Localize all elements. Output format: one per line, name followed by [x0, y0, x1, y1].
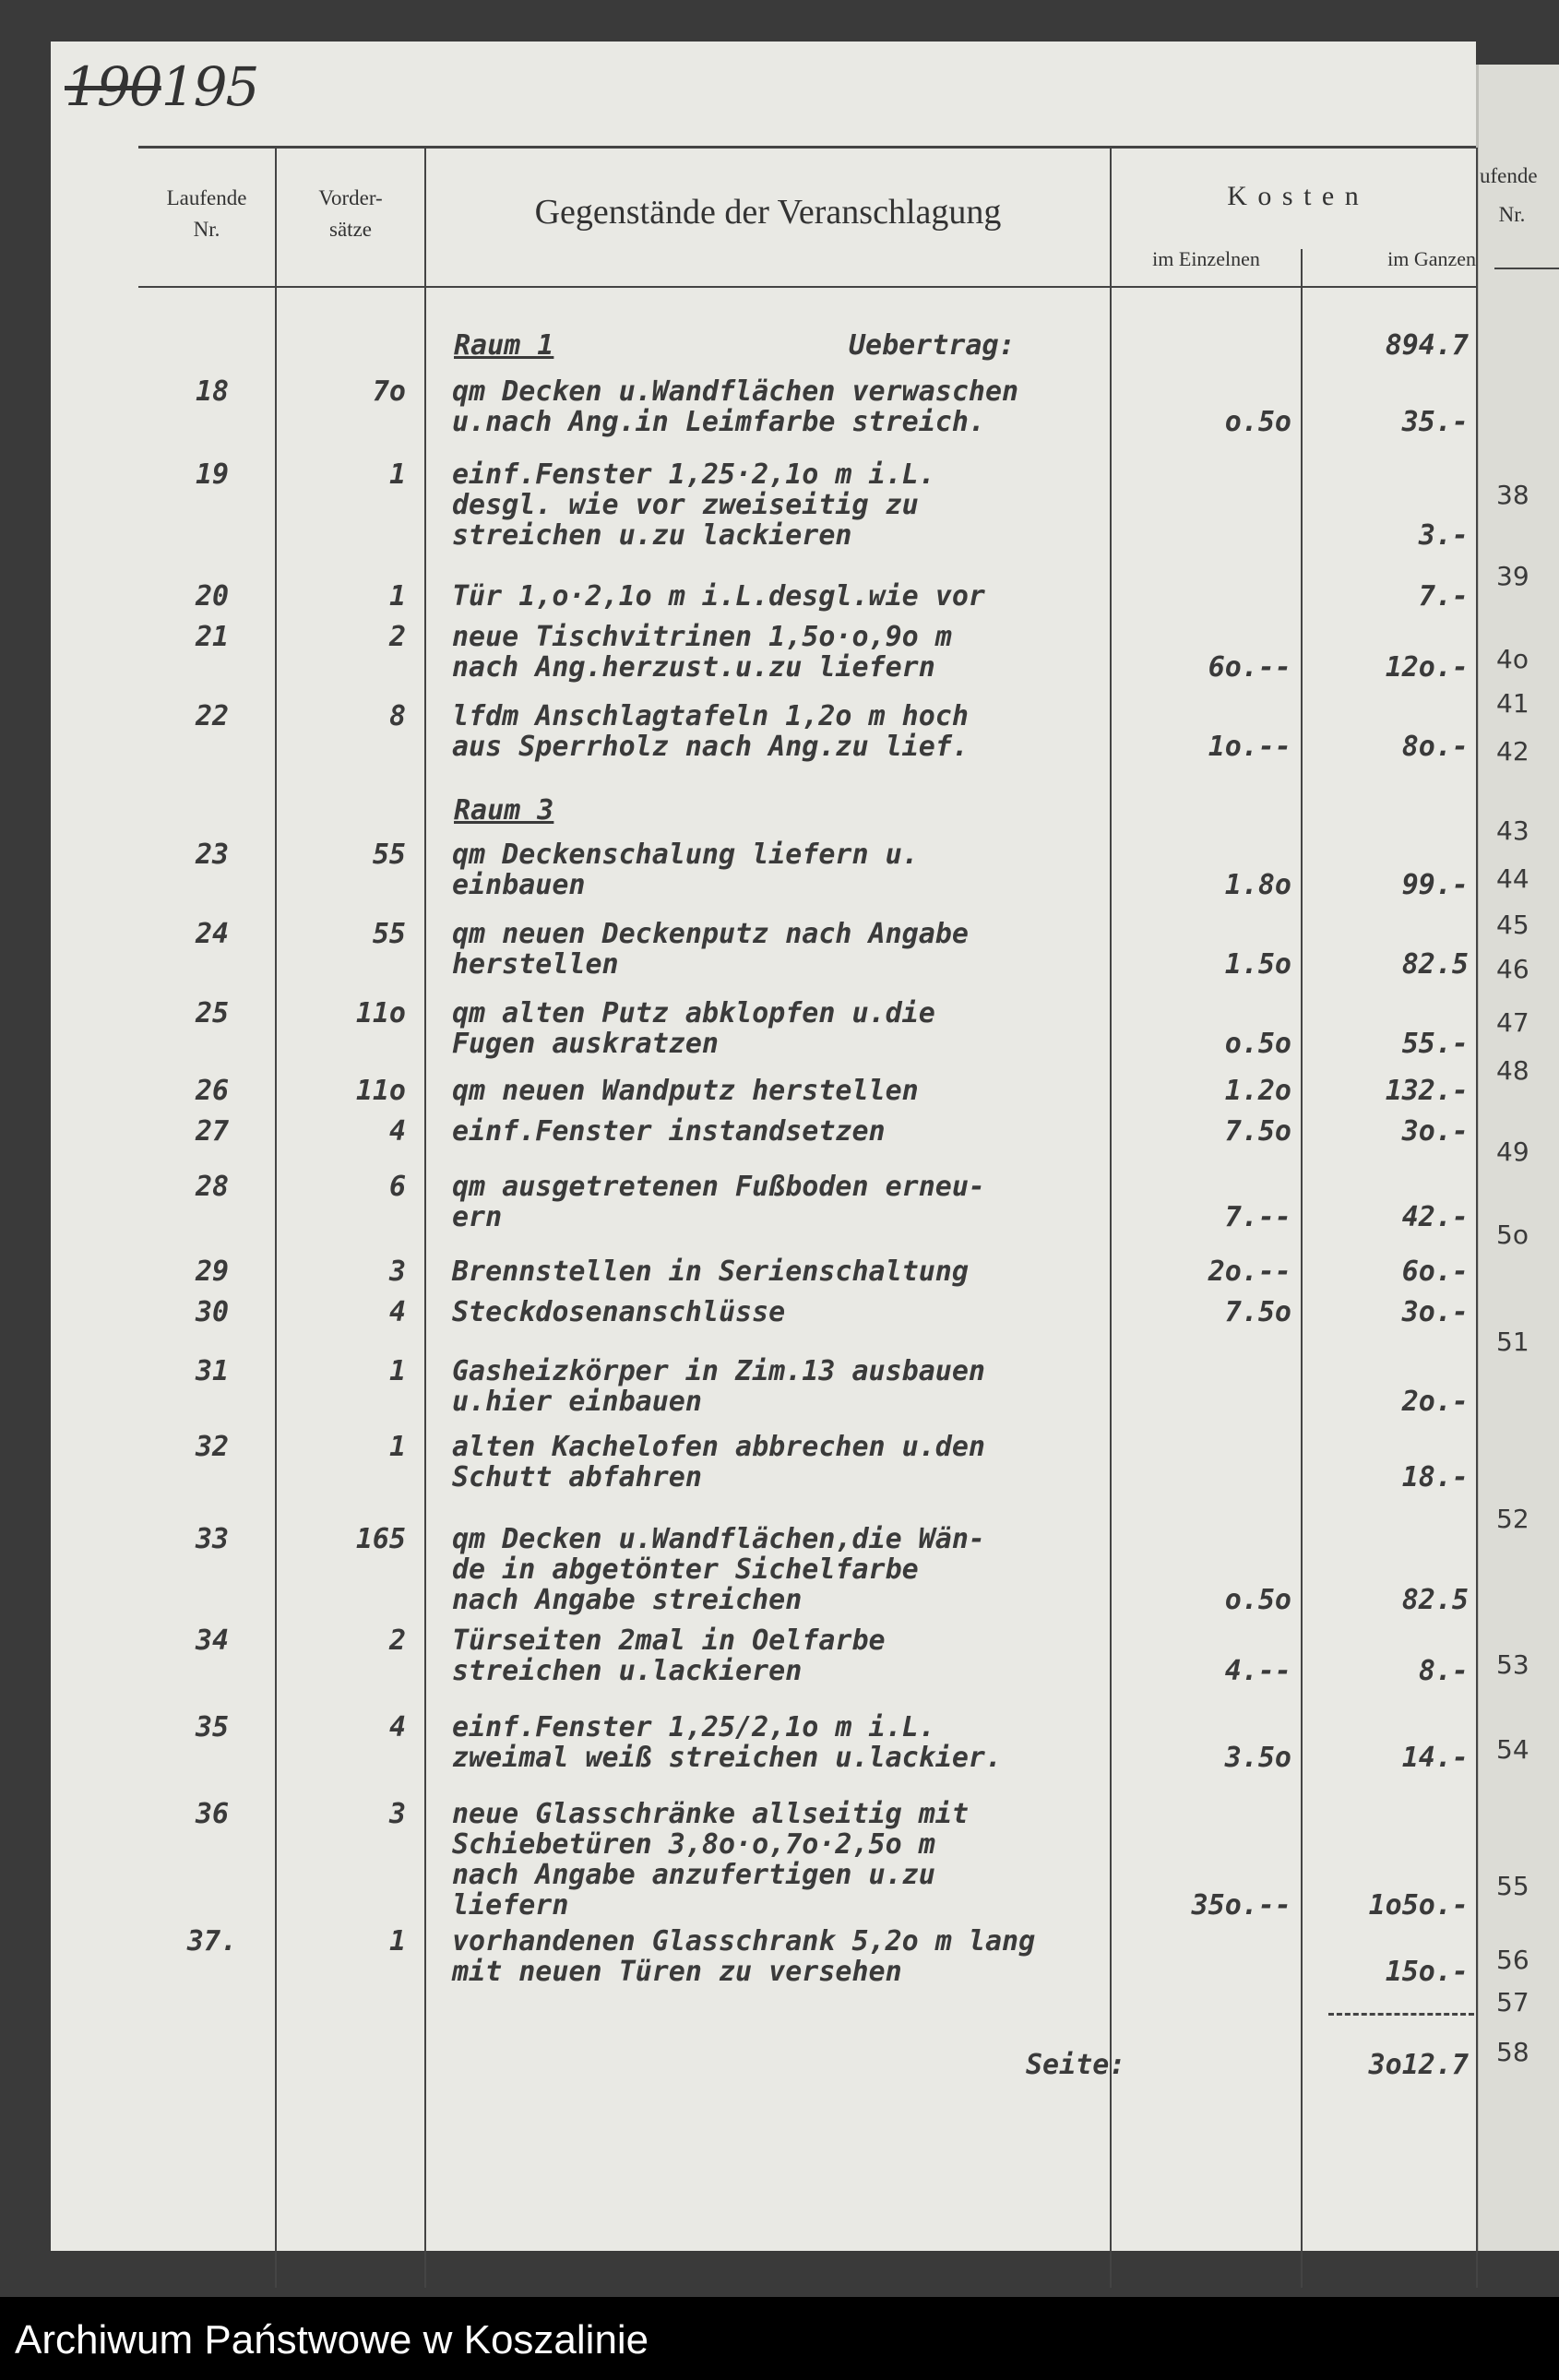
- row-description-line: Schutt abfahren: [452, 1461, 702, 1493]
- row-description-line: vorhandenen Glasschrank 5,2o m lang: [452, 1925, 1036, 1958]
- row-cost-unit: 2o.--: [1208, 1255, 1291, 1288]
- row-cost-total: 15o.-: [1385, 1956, 1469, 1988]
- right-header-rule: [1494, 268, 1559, 269]
- row-cost-total: 99.-: [1401, 869, 1469, 901]
- row-cost-total: 3o.-: [1401, 1296, 1469, 1328]
- adjacent-row-number: 43: [1496, 815, 1529, 846]
- row-vordersatz: 11o: [355, 1075, 406, 1107]
- row-description-line: herstellen: [452, 948, 619, 981]
- row-cost-total: 82.5: [1401, 948, 1469, 981]
- adjacent-row-number: 5o: [1496, 1220, 1529, 1250]
- row-vordersatz: 4: [388, 1296, 406, 1328]
- row-laufende-nr: 30: [195, 1296, 230, 1328]
- page-number-new: 195: [161, 55, 258, 118]
- row-vordersatz: 2: [388, 1624, 406, 1657]
- row-cost-unit: o.5o: [1224, 1028, 1291, 1060]
- row-description-line: streichen u.zu lackieren: [452, 519, 852, 552]
- row-cost-unit: o.5o: [1224, 406, 1291, 438]
- row-cost-total: 1o5o.-: [1368, 1889, 1469, 1922]
- row-description-line: streichen u.lackieren: [452, 1655, 803, 1687]
- row-laufende-nr: 21: [195, 621, 230, 653]
- row-cost-unit: 1.2o: [1224, 1075, 1291, 1107]
- archive-name: Archiwum Państwowe w Koszalinie: [15, 2317, 649, 2362]
- row-description-line: Brennstellen in Serienschaltung: [452, 1255, 969, 1288]
- row-cost-total: 12o.-: [1385, 651, 1469, 684]
- row-description-line: aus Sperrholz nach Ang.zu lief.: [452, 731, 969, 763]
- row-description-line: Tür 1,o·2,1o m i.L.desgl.wie vor: [452, 580, 985, 613]
- adjacent-row-number: 56: [1496, 1945, 1529, 1975]
- row-laufende-nr: 35: [195, 1711, 230, 1743]
- row-cost-total: 14.-: [1401, 1742, 1469, 1774]
- header-kosten: K o s t e n: [1227, 181, 1361, 211]
- row-cost-unit: 3.5o: [1224, 1742, 1291, 1774]
- row-description-line: nach Ang.herzust.u.zu liefern: [452, 651, 935, 684]
- row-description-line: Türseiten 2mal in Oelfarbe: [452, 1624, 886, 1657]
- row-vordersatz: 8: [388, 700, 406, 732]
- adjacent-row-number: 45: [1496, 910, 1529, 940]
- row-laufende-nr: 31: [195, 1355, 230, 1387]
- adjacent-row-number: 47: [1496, 1007, 1529, 1038]
- row-description-line: mit neuen Türen zu versehen: [452, 1956, 902, 1988]
- adjacent-row-number: 39: [1496, 561, 1529, 591]
- row-vordersatz: 4: [388, 1115, 406, 1148]
- row-cost-total: 55.-: [1401, 1028, 1469, 1060]
- row-cost-total: 132.-: [1385, 1075, 1469, 1107]
- row-cost-total: 8.-: [1418, 1655, 1469, 1687]
- row-description-line: qm ausgetretenen Fußboden erneu-: [452, 1171, 985, 1203]
- carry-over-value: 894.7: [1385, 329, 1469, 362]
- row-laufende-nr: 18: [195, 375, 230, 408]
- row-description-line: einf.Fenster instandsetzen: [452, 1115, 886, 1148]
- row-description-line: qm neuen Wandputz herstellen: [452, 1075, 919, 1107]
- row-cost-unit: 4.--: [1224, 1655, 1291, 1687]
- row-description-line: liefern: [452, 1889, 569, 1922]
- header-im-ganzen: im Ganzen: [1387, 247, 1476, 270]
- row-cost-unit: 7.--: [1224, 1201, 1291, 1233]
- row-cost-unit: 35o.--: [1191, 1889, 1291, 1922]
- header-vordersaetze: Vorder- sätze: [318, 186, 383, 241]
- col-rule-5: [1476, 148, 1478, 2288]
- col-rule-2: [424, 148, 426, 2288]
- row-laufende-nr: 23: [195, 839, 230, 871]
- row-description-line: alten Kachelofen abbrechen u.den: [452, 1431, 985, 1463]
- row-vordersatz: 4: [388, 1711, 406, 1743]
- row-description-line: Schiebetüren 3,8o·o,7o·2,5o m: [452, 1828, 935, 1861]
- adjacent-row-number: 46: [1496, 954, 1529, 984]
- row-description-line: qm Decken u.Wandflächen,die Wän-: [452, 1523, 985, 1555]
- row-description-line: einf.Fenster 1,25·2,1o m i.L.: [452, 458, 935, 491]
- row-laufende-nr: 24: [195, 918, 230, 950]
- header-im-einzelnen: im Einzelnen: [1152, 247, 1260, 270]
- section-title-raum-3: Raum 3: [454, 794, 554, 827]
- adjacent-row-number: 54: [1496, 1734, 1529, 1765]
- page-total-label: Seite:: [1026, 2049, 1126, 2081]
- adjacent-row-number: 4o: [1496, 644, 1529, 674]
- row-description-line: qm Decken u.Wandflächen verwaschen: [452, 375, 1019, 408]
- footer-bar: [0, 2297, 1559, 2380]
- row-description-line: Gasheizkörper in Zim.13 ausbauen: [452, 1355, 985, 1387]
- adjacent-row-number: 55: [1496, 1871, 1529, 1901]
- row-cost-unit: 7.5o: [1224, 1115, 1291, 1148]
- row-laufende-nr: 22: [195, 700, 230, 732]
- adjacent-row-number: 51: [1496, 1327, 1529, 1357]
- row-vordersatz: 55: [372, 918, 406, 950]
- header-right-laufende: ufende: [1480, 164, 1538, 187]
- row-vordersatz: 1: [388, 1355, 406, 1387]
- page-total-value: 3o12.7: [1368, 2049, 1469, 2081]
- row-laufende-nr: 32: [195, 1431, 230, 1463]
- row-description-line: nach Angabe streichen: [452, 1584, 803, 1616]
- row-description-line: neue Tischvitrinen 1,5o·o,9o m: [452, 621, 952, 653]
- row-description-line: einbauen: [452, 869, 586, 901]
- carry-over-label: Uebertrag:: [849, 329, 1016, 362]
- row-cost-total: 35.-: [1401, 406, 1469, 438]
- adjacent-row-number: 38: [1496, 480, 1529, 510]
- adjacent-row-number: 57: [1496, 1987, 1529, 2017]
- row-description-line: qm alten Putz abklopfen u.die: [452, 997, 935, 1029]
- row-description-line: lfdm Anschlagtafeln 1,2o m hoch: [452, 700, 969, 732]
- adjacent-row-number: 48: [1496, 1055, 1529, 1086]
- row-cost-total: 6o.-: [1401, 1255, 1469, 1288]
- row-cost-unit: 7.5o: [1224, 1296, 1291, 1328]
- header-bottom-rule: [138, 286, 1476, 288]
- col-rule-3: [1110, 148, 1112, 2288]
- row-cost-total: 3o.-: [1401, 1115, 1469, 1148]
- row-laufende-nr: 26: [195, 1075, 230, 1107]
- adjacent-row-number: 53: [1496, 1649, 1529, 1680]
- row-vordersatz: 11o: [355, 997, 406, 1029]
- row-cost-unit: 1.5o: [1224, 948, 1291, 981]
- row-laufende-nr: 33: [195, 1523, 230, 1555]
- row-description-line: u.hier einbauen: [452, 1386, 702, 1418]
- row-laufende-nr: 34: [195, 1624, 230, 1657]
- row-description-line: neue Glasschränke allseitig mit: [452, 1798, 969, 1830]
- header-right-nr: Nr.: [1498, 203, 1526, 226]
- row-vordersatz: 1: [388, 1925, 406, 1958]
- row-cost-total: 3.-: [1418, 519, 1469, 552]
- row-laufende-nr: 28: [195, 1171, 230, 1203]
- row-cost-total: 8o.-: [1401, 731, 1469, 763]
- adjacent-row-number: 41: [1496, 688, 1529, 719]
- row-cost-total: 7.-: [1418, 580, 1469, 613]
- row-cost-unit: 1o.--: [1208, 731, 1291, 763]
- row-description-line: Fugen auskratzen: [452, 1028, 719, 1060]
- row-vordersatz: 6: [388, 1171, 406, 1203]
- row-description-line: qm neuen Deckenputz nach Angabe: [452, 918, 969, 950]
- row-description-line: ern: [452, 1201, 503, 1233]
- row-cost-total: 42.-: [1401, 1201, 1469, 1233]
- row-laufende-nr: 36: [195, 1798, 230, 1830]
- row-vordersatz: 7o: [372, 375, 406, 408]
- row-vordersatz: 55: [372, 839, 406, 871]
- header-laufende: Laufende Nr.: [166, 186, 247, 241]
- row-vordersatz: 165: [355, 1523, 406, 1555]
- row-description-line: qm Deckenschalung liefern u.: [452, 839, 919, 871]
- row-laufende-nr: 37.: [186, 1925, 238, 1958]
- page-number: [65, 55, 257, 118]
- adjacent-row-number: 52: [1496, 1504, 1529, 1534]
- row-laufende-nr: 27: [195, 1115, 230, 1148]
- row-cost-total: 82.5: [1401, 1584, 1469, 1616]
- row-cost-total: 2o.-: [1401, 1386, 1469, 1418]
- row-laufende-nr: 20: [195, 580, 230, 613]
- row-description-line: nach Angabe anzufertigen u.zu: [452, 1859, 935, 1891]
- row-laufende-nr: 19: [195, 458, 230, 491]
- row-laufende-nr: 25: [195, 997, 230, 1029]
- row-cost-unit: 6o.--: [1208, 651, 1291, 684]
- adjacent-row-number: 58: [1496, 2037, 1529, 2067]
- row-cost-total: 18.-: [1401, 1461, 1469, 1493]
- row-laufende-nr: 29: [195, 1255, 230, 1288]
- row-description-line: de in abgetönter Sichelfarbe: [452, 1553, 919, 1586]
- adjacent-row-number: 42: [1496, 736, 1529, 767]
- row-cost-unit: o.5o: [1224, 1584, 1291, 1616]
- total-separator: [1328, 2013, 1474, 2016]
- header-top-rule: [138, 146, 1476, 149]
- row-vordersatz: 1: [388, 580, 406, 613]
- page-number-old: 190: [65, 55, 161, 118]
- row-cost-unit: 1.8o: [1224, 869, 1291, 901]
- header-gegenstaende: Gegenstände der Veranschlagung: [534, 193, 1002, 232]
- row-description-line: u.nach Ang.in Leimfarbe streich.: [452, 406, 985, 438]
- section-title-raum-1: Raum 1: [454, 329, 554, 362]
- row-vordersatz: 2: [388, 621, 406, 653]
- adjacent-row-number: 44: [1496, 863, 1529, 894]
- row-vordersatz: 1: [388, 458, 406, 491]
- row-vordersatz: 3: [388, 1255, 406, 1288]
- row-vordersatz: 1: [388, 1431, 406, 1463]
- row-description-line: zweimal weiß streichen u.lackier.: [452, 1742, 1003, 1774]
- row-description-line: einf.Fenster 1,25/2,1o m i.L.: [452, 1711, 935, 1743]
- row-vordersatz: 3: [388, 1798, 406, 1830]
- row-description-line: desgl. wie vor zweiseitig zu: [452, 489, 919, 521]
- row-description-line: Steckdosenanschlüsse: [452, 1296, 786, 1328]
- adjacent-row-number: 49: [1496, 1136, 1529, 1167]
